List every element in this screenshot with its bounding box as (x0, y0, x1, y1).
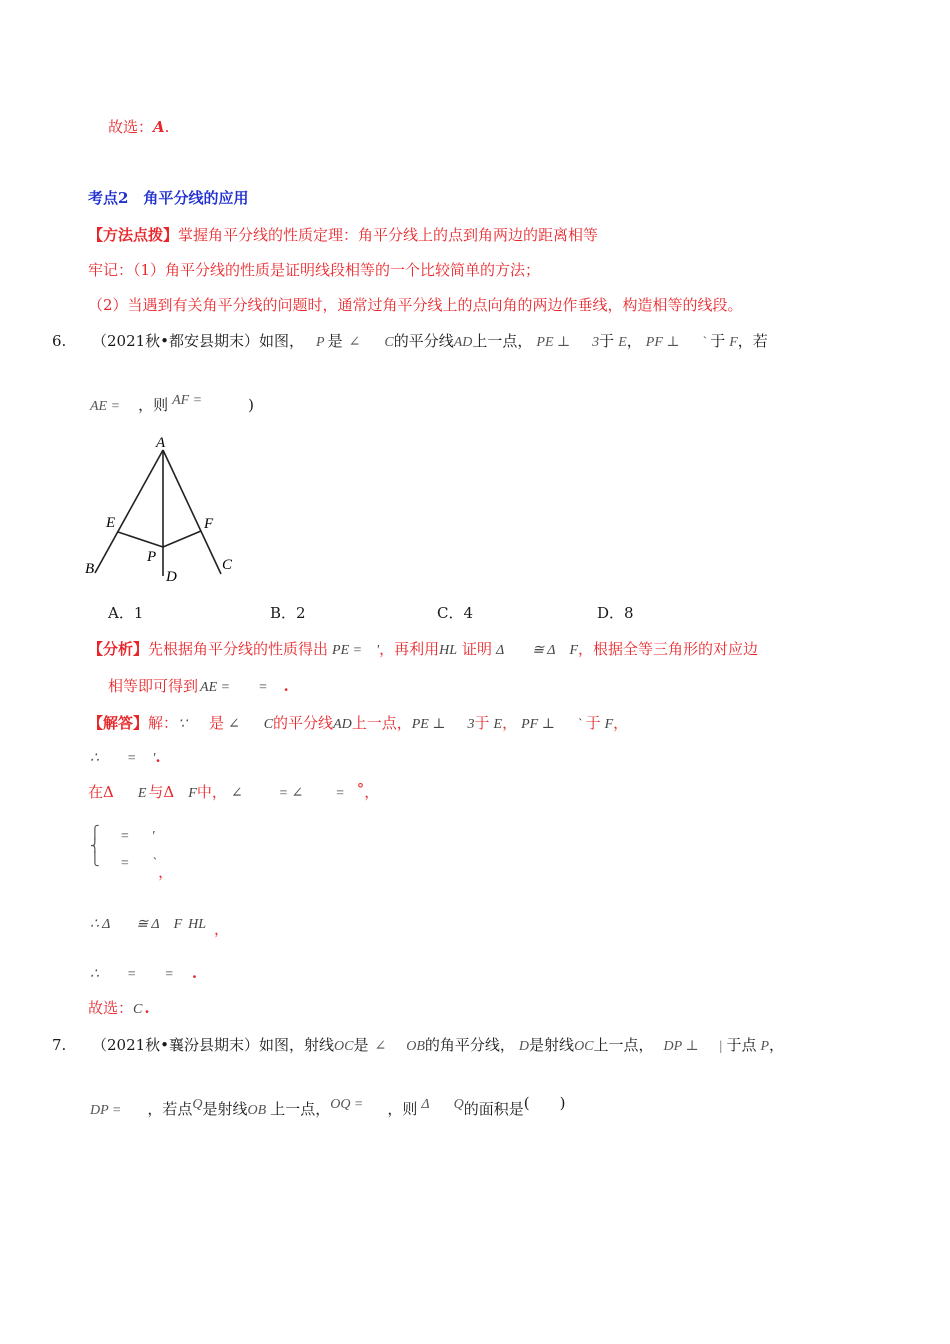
label-f: F (204, 516, 214, 532)
q7-stem-line-1: （2021秋•襄汾县期末）如图，射线OC是 ∠ OB的角平分线， D是射线OC上一点， DP ⊥ | 于点 P， (92, 1036, 785, 1054)
q6-solution-line-3: 在Δ E 与Δ F中， ∠ = ∠ = °， (88, 780, 380, 801)
remember-line-2: （2）当遇到有关角平分线的问题时，通常过角平分线上的点向角的两边作垂线，构造相等的线段。 (88, 296, 743, 314)
q6-answer: 故选：C . (88, 999, 150, 1017)
ray-ac (163, 450, 221, 574)
option-a[interactable]: A．1 (108, 604, 144, 622)
system-eq-2: = ` ， (120, 856, 174, 881)
remember-line-1: 牢记：（1）角平分线的性质是证明线段相等的一个比较简单的方法； (88, 261, 541, 279)
q6-stem-line-1: （2021秋•都安县期末）如图， P 是 ∠ C的平分线AD上一点， PE ⊥ 3于 E， PF ⊥ ` 于 F，若 (92, 332, 768, 350)
q6-solution-line-1: 【解答】解：∵ 是 ∠ C的平分线AD上一点，PE ⊥ 3于 E， PF ⊥ ` 于 F， (88, 714, 629, 732)
q7-stem-line-2: DP = ，若点Q是射线OB 上一点，OQ = ，则 Δ Q的面积是( ) (90, 1094, 566, 1118)
q6-figure (80, 428, 250, 588)
q6-analysis-line-1: 【分析】先根据角平分线的性质得出 PE = '，再利用HL 证明 Δ ≅ Δ F，根据全等三角形的对应边 (88, 640, 759, 658)
q6-number: 6. (52, 332, 67, 350)
label-p: P (147, 549, 157, 565)
method-tip: 【方法点拨】掌握角平分线的性质定理：角平分线上的点到角两边的距离相等 (88, 226, 599, 244)
option-d[interactable]: D．8 (597, 604, 634, 622)
q6-analysis-line-2: 相等即可得到 AE = = . (108, 677, 289, 695)
segment-pf (163, 531, 201, 547)
q7-number: 7. (52, 1036, 67, 1054)
q6-stem-line-2: AE = ，则 AF = ) (90, 393, 254, 414)
system-eq-1: = ' (120, 829, 155, 844)
q6-solution-line-6: ∴ = = . (90, 964, 198, 982)
q6-solution-line-2: ∴ = '. (90, 748, 161, 766)
top-answer: 故选：A. (108, 118, 170, 136)
label-c: C (222, 557, 233, 573)
q6-solution-line-5: ∴ Δ ≅ Δ F HL ， (90, 917, 230, 938)
section-title: 考点2 角平分线的应用 (88, 189, 249, 207)
label-d: D (166, 569, 177, 585)
label-b: B (85, 561, 95, 577)
segment-pe (118, 532, 163, 547)
option-c[interactable]: C．4 (437, 604, 474, 622)
label-e: E (106, 515, 116, 531)
label-a: A (156, 435, 166, 451)
option-b[interactable]: B．2 (270, 604, 306, 622)
system-brace: ⎧ ⎨ ⎩ (90, 825, 100, 866)
